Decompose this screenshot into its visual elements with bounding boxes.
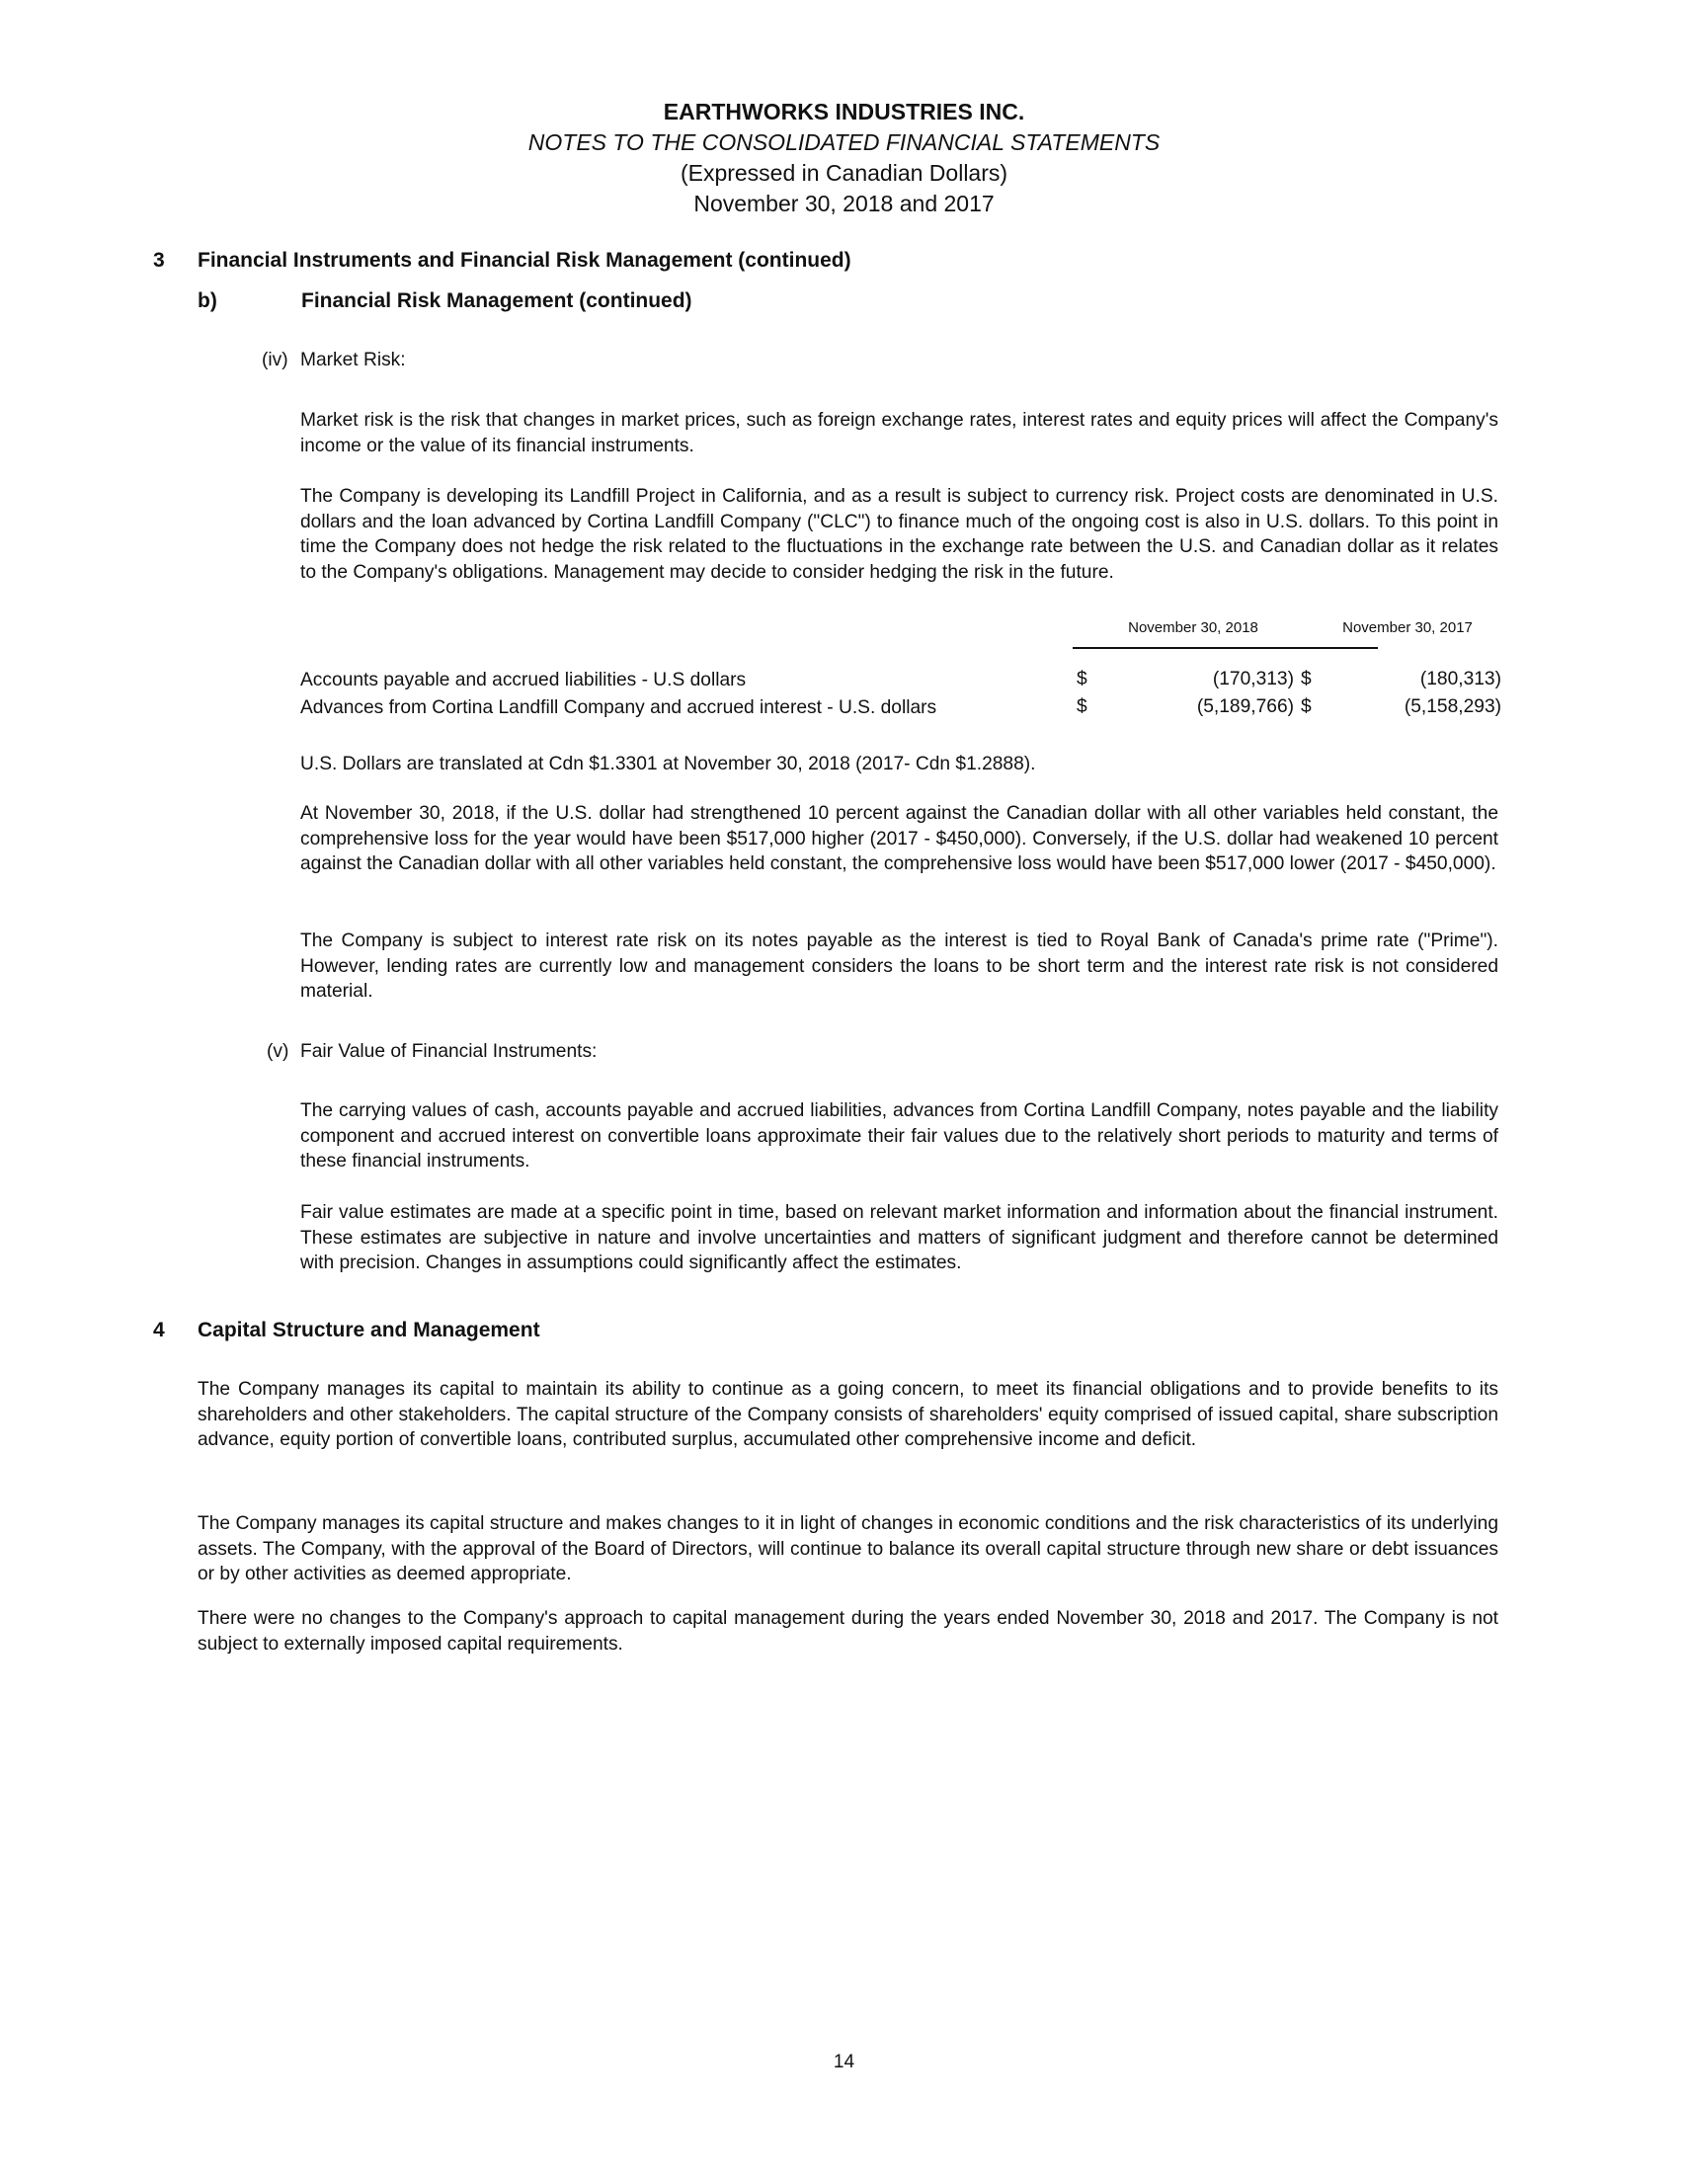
page-number: 14 bbox=[833, 2052, 855, 2072]
section-4-title: Capital Structure and Management bbox=[198, 1319, 540, 1341]
table-row-value-2017: (180,313) bbox=[1419, 669, 1501, 689]
header-rule bbox=[1073, 647, 1378, 649]
section-4-number: 4 bbox=[153, 1319, 165, 1341]
column-header-2018: November 30, 2018 bbox=[1128, 619, 1258, 636]
fair-value-number: (v) bbox=[267, 1041, 289, 1062]
sensitivity-paragraph: At November 30, 2018, if the U.S. dollar had strengthened 10 percent against the Canadian dollar with all other variables held constant, the comprehensive loss for the year would have been $517,000 higher (2017 - $450,000). Conversely, if the U.S. dollar had weakened 10 percent against the Canadian dollar with all other variables held constant, the comprehensive loss would have been $517,000 lower (2017 - $450,000). bbox=[300, 803, 1498, 875]
exchange-rate-note: U.S. Dollars are translated at Cdn $1.3301 at November 30, 2018 (2017- Cdn $1.2888). bbox=[300, 754, 1036, 774]
section-3-title: Financial Instruments and Financial Risk Management (continued) bbox=[198, 249, 851, 272]
subsection-b-title: Financial Risk Management (continued) bbox=[301, 289, 692, 312]
currency-note: (Expressed in Canadian Dollars) bbox=[680, 160, 1008, 186]
table-row-value-2018: (5,189,766) bbox=[1196, 696, 1294, 717]
fair-value-label: Fair Value of Financial Instruments: bbox=[300, 1041, 598, 1062]
carrying-values-paragraph: The carrying values of cash, accounts payable and accrued liabilities, advances from Cortina Landfill Company, notes payable and the liability component and accrued interest on convertible loans approximate their fair values due to the relatively short periods to maturity and terms of these financial instruments. bbox=[300, 1100, 1498, 1173]
period: November 30, 2018 and 2017 bbox=[693, 191, 995, 216]
section-3-number: 3 bbox=[153, 249, 165, 272]
market-risk-paragraph: Market risk is the risk that changes in market prices, such as foreign exchange rates, interest rates and equity prices will affect the Company's income or the value of its financial instruments. bbox=[300, 410, 1498, 456]
column-header-2017: November 30, 2017 bbox=[1342, 619, 1473, 636]
table-row-label: Advances from Cortina Landfill Company and accrued interest - U.S. dollars bbox=[300, 697, 937, 718]
table-row-label: Accounts payable and accrued liabilities - U.S dollars bbox=[300, 670, 747, 690]
capital-paragraph: The Company manages its capital to maintain its ability to continue as a going concern, to meet its financial obligations and to provide benefits to its shareholders and other stakeholders. The capital structure of the Company consists of shareholders' equity comprised of issued capital, share subscription advance, equity portion of convertible loans, contributed surplus, accumulated other comprehensive income and deficit. bbox=[198, 1379, 1498, 1451]
table-row-currency: $ bbox=[1301, 696, 1312, 717]
market-risk-label: Market Risk: bbox=[300, 350, 406, 370]
interest-rate-paragraph: The Company is subject to interest rate risk on its notes payable as the interest is tied to Royal Bank of Canada's prime rate ("Prime"). However, lending rates are currently low and management considers the loans to be short term and the interest rate risk is not considered material. bbox=[300, 930, 1498, 1003]
table-row-currency: $ bbox=[1301, 669, 1312, 689]
table-row-value-2018: (170,313) bbox=[1212, 669, 1294, 689]
fair-value-estimates-paragraph: Fair value estimates are made at a specific point in time, based on relevant market information and information about the financial instrument. These estimates are subjective in nature and involve uncertainties and matters of significant judgment and therefore cannot be determined with precision. Changes in assumptions could significantly affect the estimates. bbox=[300, 1202, 1498, 1274]
capital-structure-paragraph: The Company manages its capital structure and makes changes to it in light of changes in economic conditions and the risk characteristics of its underlying assets. The Company, with the approval of the Board of Directors, will continue to balance its overall capital structure through new share or debt issuances or by other activities as deemed appropriate. bbox=[198, 1513, 1498, 1585]
document-subtitle: NOTES TO THE CONSOLIDATED FINANCIAL STATEMENTS bbox=[527, 129, 1161, 155]
market-risk-number: (iv) bbox=[262, 350, 288, 370]
company-name: EARTHWORKS INDUSTRIES INC. bbox=[663, 99, 1025, 124]
table-row-currency: $ bbox=[1077, 696, 1087, 717]
table-row-currency: $ bbox=[1077, 669, 1087, 689]
currency-risk-paragraph: The Company is developing its Landfill Project in California, and as a result is subject to currency risk. Project costs are denominated in U.S. dollars and the loan advanced by Cortina Landfill Company ("CLC") to finance much of the ongoing cost is also in U.S. dollars. To this point in time the Company does not hedge the risk related to the fluctuations in the exchange rate between the U.S. and Canadian dollar as it relates to the Company's obligations. Management may decide to consider hedging the risk in the future. bbox=[300, 486, 1498, 583]
table-row-value-2017: (5,158,293) bbox=[1404, 696, 1501, 717]
subsection-b-letter: b) bbox=[198, 289, 217, 312]
capital-approach-paragraph: There were no changes to the Company's approach to capital management during the years ended November 30, 2018 and 2017. The Company is not subject to externally imposed capital requirements. bbox=[198, 1608, 1498, 1655]
